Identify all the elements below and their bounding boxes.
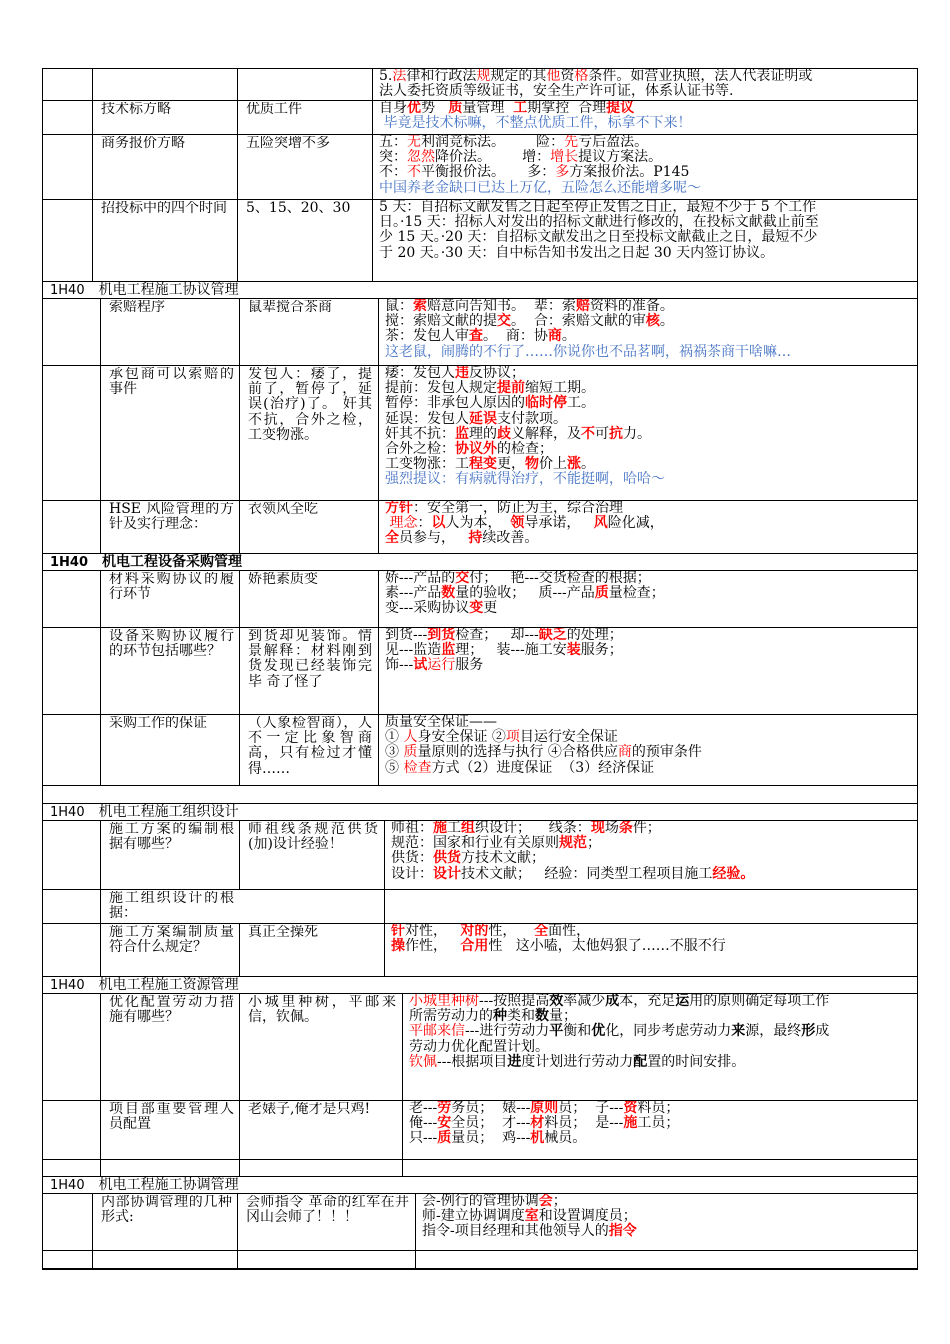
topic-cell: 商务报价方略 — [101, 136, 185, 151]
mnemonic-cell: 发包人：痿了，提前了，暂停了，延误(治疗)了。 奸其不抗，合外之检，工变物涨。 — [248, 367, 372, 443]
mnemonic-cell: 衣领风全吃 — [248, 502, 318, 517]
section-code: 1H40 — [50, 805, 85, 820]
topic-cell: 施工方案编制质量符合什么规定？ — [109, 925, 234, 956]
explanation-cell: 5.法律和行政法规规定的其他资格条件。如营业执照，法人代表证明或 法人委托资质等级证书，安全生产许可证，体系认证书等. — [379, 69, 813, 100]
mnemonic-cell: 娇艳素质变 — [248, 572, 318, 587]
section-heading — [50, 977, 239, 994]
topic-cell: 内部协调管理的几种形式: — [101, 1195, 232, 1226]
explanation-cell: 痿：发包人违反协议； 提前：发包人规定提前缩短工期。 暂停：非承包人原因的临时停工。 延误：发包人延误支付款项。 奸其不抗：监理的歧义解释，及不可抗力。 合外之检：协议外的检查； 工变物涨：工程变更，物价上涨。 强烈提议：有病就得治疗，不能挺啊，哈哈～ — [385, 366, 665, 488]
mnemonic-cell: 真正全操死 — [248, 925, 318, 940]
section-code: 1H40 — [50, 1178, 85, 1193]
explanation-cell: 娇---产品的交付； 艳---交货检查的根据； 素---产品数量的验收； 质---产品质量检查； 变---采购协议变更 — [385, 571, 665, 617]
explanation-cell: 方针：安全第一，防止为主，综合治理 理念：以人为本， 领导承诺， 风险化减， 全员参与， 持续改善。 — [385, 501, 664, 547]
mnemonic-cell: 师祖线条规范供货(加)设计经验！ — [248, 822, 378, 853]
section-heading — [50, 1177, 239, 1194]
explanation-cell: 自身优势 质量管理 工期掌控 合理提议 毕竟是技术标嘛，不整点优质工件，标拿不下来！ — [379, 101, 692, 132]
topic-cell: 优化配置劳动力措施有哪些？ — [109, 995, 234, 1026]
explanation-cell: 针对性， 对的性， 全面性， 操作性， 合用性 这小嗑，太他妈狠了……不服不行 — [391, 924, 726, 955]
topic-cell: 施工组织设计的根据： — [109, 891, 234, 922]
explanation-cell: 鼠：索赔意向告知书。 辈：索赔资料的准备。 搅：索赔文献的提交。 合：索赔文献的审核。 茶：发包人审查。 商：协商。 这老鼠，闹腾的不行了……你说你也不品茗啊，祸祸茶商干啥嘛… — [385, 299, 791, 360]
mnemonic-cell: 优质工件 — [246, 102, 302, 117]
topic-cell: 招投标中的四个时间 — [101, 201, 227, 216]
explanation-cell: 老---劳务员； 婊---原则员； 子---资料员； 俺---安全员； 才---材料员； 是---施工员； 只---质量员； 鸡---机械员。 — [409, 1101, 680, 1147]
mnemonic-cell: 会师指令 革命的红军在井冈山会师了！！！ — [246, 1195, 409, 1226]
section-heading — [50, 804, 239, 821]
mnemonic-cell: 到货却见装饰。情景解释：材料刚到货发现已经装饰完毕 奇了怪了 — [248, 629, 372, 690]
mnemonic-cell: 小城里种树，平邮来信，钦佩。 — [248, 995, 396, 1026]
section-code: 1H40 — [50, 283, 85, 298]
topic-cell: 承包商可以索赔的事件 — [109, 367, 234, 398]
explanation-cell: 质量安全保证—— ① 人身安全保证 ②项目运行安全保证 ③ 质量原则的选择与执行 ④合格供应商的预审条件 ⑤ 检查方式（2）进度保证 （3）经济保证 — [385, 715, 702, 776]
explanation-cell: 会-例行的管理协调会； 师-建立协调调度室和设置调度员； 指令-项目经理和其他领导人的指令 — [422, 1194, 637, 1240]
section-title: 机电工程施工组织设计 — [98, 804, 239, 820]
explanation-cell: 到货---到货检查； 却---缺乏的处理； 见---监造监理； 装---施工安装服务； 饰---试运行服务 — [385, 628, 623, 674]
explanation-cell: 5 天：自招标文献发售之日起至停止发售之日止，最短不少于 5 个工作 日。·15 天：招标人对发出的招标文献进行修改的，在投标文献截止前至 少 15 天。·20 天：自招标文献发出之日至投标文献截止之日，最短不少 于 20 天。·30 天：自中标告知书发出之日起 30 天内签订协议。 — [379, 200, 819, 261]
section-title: 机电工程施工协议管理 — [98, 282, 239, 298]
topic-cell: 采购工作的保证 — [109, 716, 207, 731]
topic-cell: 施工方案的编制根据有哪些？ — [109, 822, 234, 853]
explanation-cell: 师祖：施工组织设计； 线条：现场条件； 规范：国家和行业有关原则规范； 供货：供货方技术文献； 设计：设计技术文献； 经验：同类型工程项目施工经验。 — [391, 821, 755, 882]
section-code: 1H40 — [50, 978, 85, 993]
mnemonic-cell: （人象检智商），人不一定比象智商高，只有检过才懂得…… — [248, 716, 372, 777]
mnemonic-cell: 五险突增不多 — [246, 136, 330, 151]
section-title: 机电工程设备采购管理 — [102, 554, 243, 570]
topic-cell: 技术标方略 — [101, 102, 171, 117]
explanation-cell: 小城里种树---按照提高效率减少成本，充足运用的原则确定每项工作 所需劳动力的种类和数量； 平邮来信---进行劳动力平衡和优化，同步考虑劳动力来源，最终形成 劳动力优化配置计划。 钦佩---根据项目进度计划进行劳动力配置的时间安排。 — [409, 994, 830, 1070]
topic-cell: 材料采购协议的履行环节 — [109, 572, 234, 603]
topic-cell: 项目部重要管理人员配置 — [109, 1102, 234, 1133]
mnemonic-cell: 老婊子,俺才是只鸡! — [248, 1102, 371, 1117]
explanation-cell: 五：无利润竞标法。 险：先亏后盈法。 突：忽然降价法。 增：增长提议方案法。 不：不平衡报价法。 多：多方案报价法。P145 中国养老金缺口已达上万亿，五险怎么还能增多呢～ — [379, 135, 701, 196]
section-heading — [50, 554, 242, 571]
section-code: 1H40 — [50, 555, 89, 570]
topic-cell: 索赔程序 — [109, 300, 165, 315]
topic-cell: 设备采购协议履行的环节包括哪些？ — [109, 629, 234, 660]
section-heading — [50, 282, 239, 299]
section-title: 机电工程施工资源管理 — [98, 977, 239, 993]
mnemonic-cell: 5、15、20、30 — [246, 201, 351, 216]
mnemonic-cell: 鼠辈搅合茶商 — [248, 300, 332, 315]
topic-cell: HSE 风险管理的方针及实行理念： — [109, 502, 234, 533]
section-title: 机电工程施工协调管理 — [98, 1177, 239, 1193]
